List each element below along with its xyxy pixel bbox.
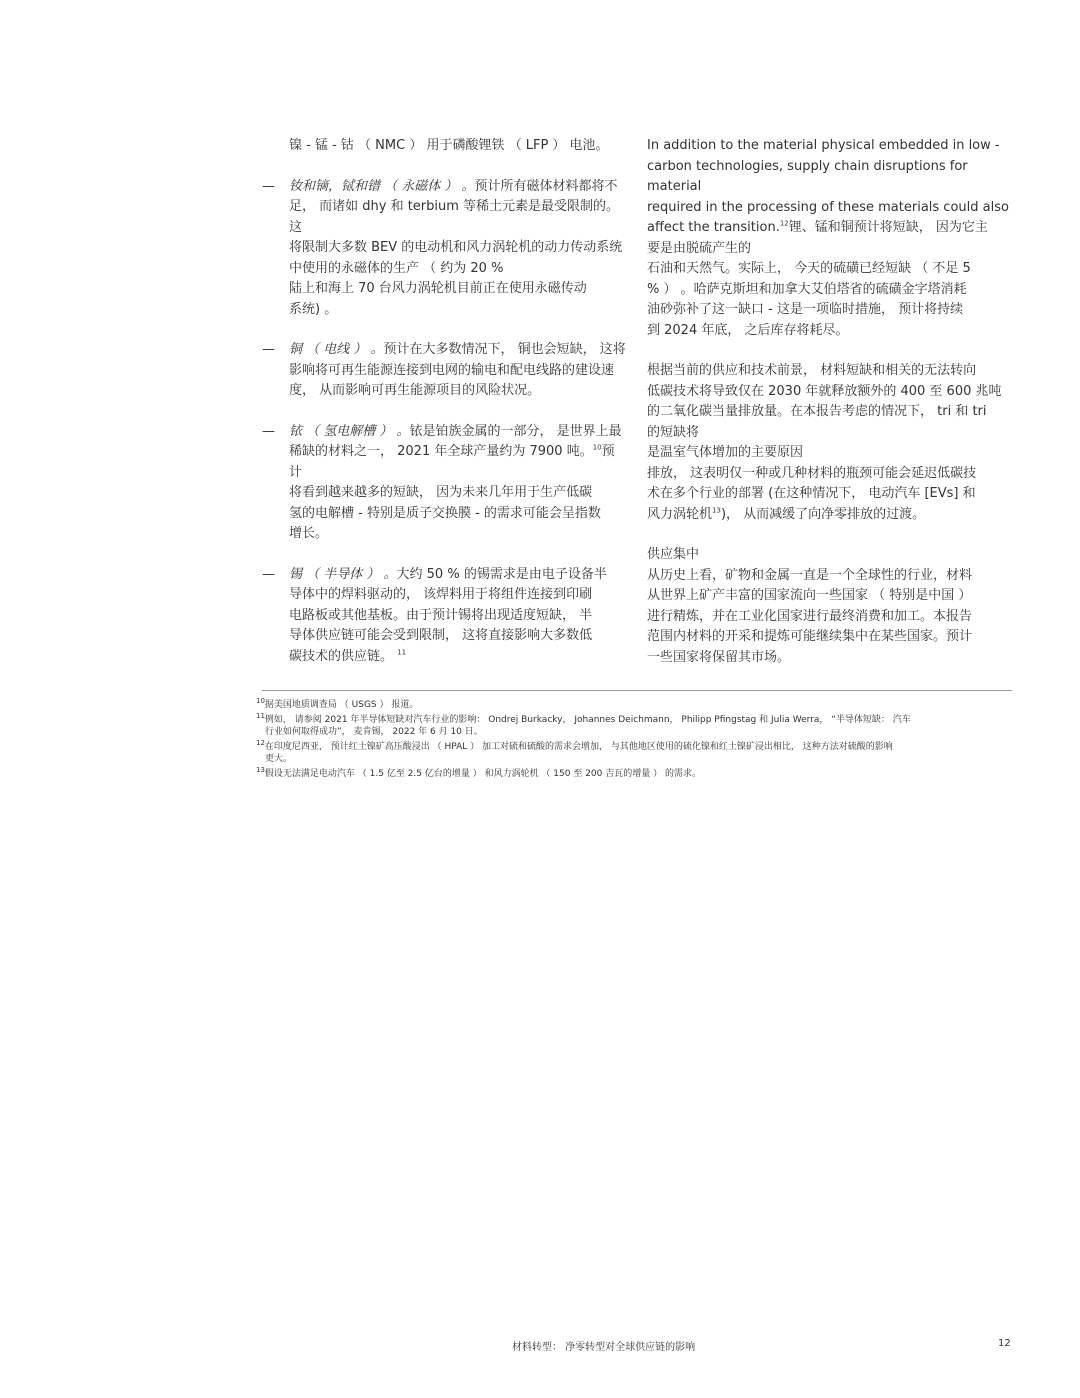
bullet-copper — [262, 340, 626, 402]
paragraph-text: 从世界上矿产丰富的国家流向一些国家 （ 特别是中国 ） — [647, 588, 972, 603]
bullet-text: 稀缺的材料之一， 2021 年全球产量约为 7900 吨。 — [289, 444, 593, 459]
footnote-number: 13 — [256, 766, 265, 774]
page-number: 12 — [998, 1338, 1011, 1349]
footer-title: 材料转型： 净零转型对全球供应链的影响 — [512, 1342, 696, 1353]
bullet-text: 导体供应链可能会受到限制， 这将直接影响大多数低 — [289, 628, 593, 643]
bullet-lead: 铱 （ 氢电解槽 ） 。 — [289, 423, 410, 439]
paragraph-text: required in the processing of these materials could also — [647, 199, 1009, 215]
footnote-13 — [256, 768, 1012, 780]
bullet-text: 大约 50 % 的锡需求是由电子设备半 — [396, 566, 607, 582]
paragraph-text: 排放， 这表明仅一种或几种材料的瓶颈可能会延迟低碳技 — [647, 465, 977, 481]
bullet-text: 将看到越来越多的短缺， 因为未来几年用于生产低碳 — [289, 485, 593, 500]
bullet-text: 氢的电解槽 - 特别是质子交换膜 - 的需求可能会呈指数 — [289, 505, 601, 521]
paragraph-text: 的二氧化碳当量排放量。在本报告考虑的情况下， tri 和 tri — [647, 404, 987, 419]
paragraph-text: 要是由脱硫产生的 — [647, 240, 752, 256]
footnote-text: 假设无法满足电动汽车 （ 1.5 亿至 2.5 亿台的增量 ） 和风力涡轮机 （ 150 至 200 吉瓦的增量 ） 的需求。 — [264, 769, 701, 779]
footnote-number: 10 — [256, 697, 265, 705]
bullet-dash: — — [262, 566, 275, 582]
footnote-text: 据美国地质调查局 （ USGS ） 报道。 — [264, 700, 419, 710]
footnote-text: 更大。 — [265, 754, 293, 764]
bullet-text: 铱是铂族金属的一部分， 是世界上最 — [409, 423, 622, 439]
footnote-11 — [256, 714, 1012, 738]
left-column — [262, 136, 626, 687]
bullet-text: 电路板或其他基板。由于预计锡将出现适度短缺， 半 — [289, 607, 593, 623]
paragraph-text: 低碳技术将导致仅在 2030 年就释放额外的 400 至 600 兆吨 — [647, 383, 1002, 399]
paragraph-text: 根据当前的供应和技术前景， 材料短缺和相关的无法转向 — [647, 363, 977, 378]
bullet-lead: 钕和镝，铽和镨 （ 永磁体 ） 。 — [289, 178, 475, 194]
bullet-text: 导体中的焊料驱动的， 该焊料用于将组件连接到印刷 — [289, 587, 593, 602]
paragraph-text: % ） 。哈萨克斯坦和加拿大艾伯塔省的硫磺金字塔消耗 — [647, 281, 967, 297]
paragraph-text: 石油和天然气。实际上， 今天的硫磺已经短缺 （ 不足 5 — [647, 261, 971, 276]
footnote-divider — [262, 690, 1012, 691]
section-heading: 供应集中 — [647, 547, 700, 562]
footnote-ref: 11 — [397, 648, 407, 657]
bullet-text: 陆上和海上 70 台风力涡轮机目前正在使用永磁传动 — [289, 281, 587, 296]
paragraph-text: 的短缺将 — [647, 424, 700, 440]
bullet-tin — [262, 565, 626, 668]
paragraph-text: In addition to the material physical embedded in low - — [647, 138, 1000, 153]
bullet-text: 影响将可再生能源连接到电网的输电和配电线路的建设速 — [289, 362, 615, 378]
bullet-dash: — — [262, 342, 275, 357]
paragraph-text: 范围内材料的开采和提炼可能继续集中在某些国家。预计 — [647, 629, 973, 644]
footnote-ref: 10 — [592, 443, 602, 452]
footnote-ref: 12 — [779, 219, 789, 228]
footnotes — [256, 699, 1012, 783]
bullet-lead: 铜 （ 电线 ） 。 — [289, 342, 384, 357]
paragraph-text: carbon technologies, supply chain disruptions for material — [647, 158, 968, 194]
paragraph-text: 锂、锰和铜预计将短缺， 因为它主 — [788, 220, 988, 235]
bullet-text: 系统) 。 — [289, 301, 338, 317]
intro-line: 镍 - 锰 - 钴 （ NMC ） 用于磷酸锂铁 （ LFP ） 电池。 — [289, 138, 609, 153]
paragraph-text: affect the transition. — [647, 220, 780, 235]
paragraph-text: 进行精炼，并在工业化国家进行最终消费和加工。本报告 — [647, 608, 973, 624]
footnote-text: 在印度尼西亚， 预计红土镍矿高压酸浸出 （ HPAL ） 加工对硫和硫酸的需求会增加， 与其他地区使用的硫化镍和红土镍矿浸出相比， 这种方法对硫酸的影响 — [264, 742, 893, 752]
bullet-lead: 锡 （ 半导体 ） 。 — [289, 566, 397, 582]
paragraph-text: 风力涡轮机 — [647, 506, 713, 522]
bullet-text: 增长。 — [289, 526, 329, 541]
bullet-iridium — [262, 422, 626, 545]
bullet-dash: — — [262, 178, 275, 194]
paragraph-transition — [647, 136, 1013, 341]
footnote-12 — [256, 741, 1012, 765]
paragraph-supply-concentration — [647, 545, 1013, 668]
footnote-text: 行业如何取得成功”， 麦肯锡， 2022 年 6 月 10 日。 — [265, 727, 483, 737]
bullet-text: 预计所有磁体材料都将不 — [474, 178, 618, 194]
bullet-text: 预计 — [289, 444, 615, 480]
footnote-number: 11 — [256, 712, 265, 720]
paragraph-emissions — [647, 361, 1013, 525]
paragraph-text: )， 从而减缓了向净零排放的过渡。 — [720, 506, 926, 522]
bullet-text: 度， 从而影响可再生能源项目的风险状况。 — [289, 383, 541, 398]
paragraph-text: 从历史上看，矿物和金属一直是一个全球性的行业，材料 — [647, 567, 973, 583]
paragraph-text: 一些国家将保留其市场。 — [647, 649, 791, 665]
bullet-text: 碳技术的供应链。 — [289, 648, 394, 664]
bullet-text: 中使用的永磁体的生产 （ 约为 20 % — [289, 260, 504, 276]
footnote-text: 例如， 请参阅 2021 年半导体短缺对汽车行业的影响： Ondrej Burkacky， Johannes Deichmann， Philipp Pfingstag 和 Julia Werra， “半导体短缺： 汽车 — [264, 715, 911, 725]
bullet-rare-earth — [262, 177, 626, 321]
footnote-10 — [256, 699, 1012, 711]
paragraph-text: 油砂弥补了这一缺口 - 这是一项临时措施， 预计将持续 — [647, 302, 964, 317]
bullet-text: 预计在大多数情况下， 铜也会短缺， 这将 — [383, 342, 626, 357]
footnote-ref: 13 — [712, 506, 721, 515]
paragraph-text: 是温室气体增加的主要原因 — [647, 445, 804, 460]
paragraph-text: 术在多个行业的部署 (在这种情况下， 电动汽车 [EVs] 和 — [647, 486, 976, 501]
bullet-text: 足， 而诸如 dhy 和 terbium 等稀土元素是最受限制的。这 — [289, 199, 620, 235]
bullet-dash: — — [262, 423, 275, 439]
right-column — [647, 136, 1013, 688]
footnote-number: 12 — [256, 739, 265, 747]
bullet-text: 将限制大多数 BEV 的电动机和风力涡轮机的动力传动系统 — [289, 240, 623, 255]
paragraph-text: 到 2024 年底， 之后库存将耗尽。 — [647, 322, 849, 338]
